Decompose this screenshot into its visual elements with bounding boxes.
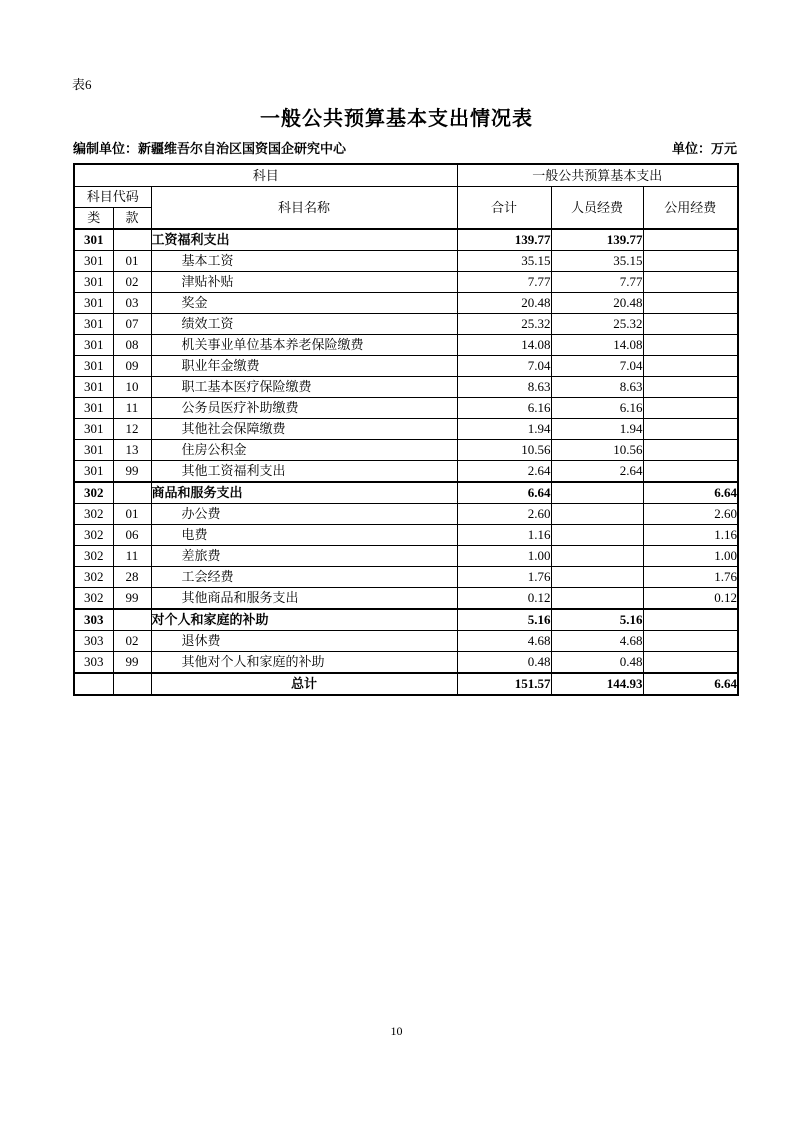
cell-public [643,293,738,314]
cell-total: 7.04 [457,356,551,377]
cell-name: 差旅费 [151,546,457,567]
cell-total: 35.15 [457,251,551,272]
cell-item: 09 [113,356,151,377]
cell-public [643,419,738,440]
table-row [74,609,738,631]
table-row [74,652,738,674]
cell-public [643,461,738,483]
cell-public [643,251,738,272]
cell-total: 6.16 [457,398,551,419]
cell-item: 99 [113,588,151,610]
cell-public [643,356,738,377]
header-row-2 [74,187,738,208]
cell-name: 职业年金缴费 [151,356,457,377]
cell-class: 301 [74,461,113,483]
cell-total: 0.48 [457,652,551,674]
cell-item: 10 [113,377,151,398]
table-row [74,525,738,546]
cell-name: 职工基本医疗保险缴费 [151,377,457,398]
cell-item [113,673,151,695]
cell-name: 对个人和家庭的补助 [151,609,457,631]
cell-class: 301 [74,272,113,293]
cell-class: 301 [74,293,113,314]
cell-public [643,314,738,335]
cell-class: 302 [74,504,113,525]
cell-name: 机关事业单位基本养老保险缴费 [151,335,457,356]
table-row [74,546,738,567]
cell-item: 12 [113,419,151,440]
cell-name: 工会经费 [151,567,457,588]
cell-public: 6.64 [643,482,738,504]
cell-public [643,631,738,652]
table-row [74,567,738,588]
cell-personnel: 8.63 [551,377,643,398]
cell-class: 301 [74,229,113,251]
cell-personnel: 35.15 [551,251,643,272]
cell-class: 301 [74,314,113,335]
cell-item: 01 [113,251,151,272]
cell-total: 151.57 [457,673,551,695]
cell-total: 8.63 [457,377,551,398]
table-row [74,335,738,356]
table-row [74,293,738,314]
cell-name: 基本工资 [151,251,457,272]
cell-personnel: 6.16 [551,398,643,419]
cell-total: 2.64 [457,461,551,483]
cell-class: 302 [74,482,113,504]
cell-class: 301 [74,251,113,272]
sheet-label: 表6 [72,77,92,92]
cell-total: 4.68 [457,631,551,652]
header-col-class: 类 [74,208,113,230]
total-row [74,673,738,695]
cell-item: 03 [113,293,151,314]
cell-name: 总计 [151,673,457,695]
header-col-personnel: 人员经费 [551,187,643,230]
cell-total: 6.64 [457,482,551,504]
table-row [74,588,738,610]
page-title: 一般公共预算基本支出情况表 [260,108,533,130]
cell-personnel: 7.04 [551,356,643,377]
budget-table [73,163,739,696]
cell-class: 302 [74,567,113,588]
cell-item: 02 [113,272,151,293]
cell-item: 11 [113,546,151,567]
cell-name: 办公费 [151,504,457,525]
cell-class: 302 [74,525,113,546]
cell-item: 08 [113,335,151,356]
cell-class: 302 [74,588,113,610]
table-row [74,631,738,652]
info-line [73,138,737,157]
cell-name: 工资福利支出 [151,229,457,251]
cell-item: 28 [113,567,151,588]
cell-name: 其他工资福利支出 [151,461,457,483]
table-row [74,356,738,377]
cell-total: 139.77 [457,229,551,251]
cell-personnel [551,567,643,588]
header-budget-group: 一般公共预算基本支出 [457,164,738,187]
table-row [74,251,738,272]
cell-item: 99 [113,652,151,674]
cell-name: 退休费 [151,631,457,652]
cell-name: 绩效工资 [151,314,457,335]
cell-name: 其他商品和服务支出 [151,588,457,610]
cell-total: 7.77 [457,272,551,293]
cell-personnel: 20.48 [551,293,643,314]
cell-class: 301 [74,335,113,356]
cell-personnel [551,504,643,525]
cell-personnel: 7.77 [551,272,643,293]
cell-personnel: 4.68 [551,631,643,652]
cell-personnel: 0.48 [551,652,643,674]
cell-item: 11 [113,398,151,419]
cell-total: 0.12 [457,588,551,610]
table-row [74,419,738,440]
cell-personnel [551,588,643,610]
cell-public [643,229,738,251]
cell-public: 0.12 [643,588,738,610]
cell-total: 2.60 [457,504,551,525]
cell-total: 1.76 [457,567,551,588]
cell-personnel: 1.94 [551,419,643,440]
cell-class: 301 [74,377,113,398]
cell-item [113,609,151,631]
cell-public [643,272,738,293]
table-row [74,504,738,525]
cell-name: 商品和服务支出 [151,482,457,504]
cell-total: 1.00 [457,546,551,567]
cell-total: 1.94 [457,419,551,440]
cell-item [113,229,151,251]
cell-class: 303 [74,652,113,674]
cell-item [113,482,151,504]
cell-name: 其他对个人和家庭的补助 [151,652,457,674]
cell-personnel: 144.93 [551,673,643,695]
cell-item: 01 [113,504,151,525]
cell-public: 1.16 [643,525,738,546]
cell-public: 1.00 [643,546,738,567]
cell-personnel: 2.64 [551,461,643,483]
header-subject-group: 科目 [74,164,457,187]
header-col-public: 公用经费 [643,187,738,230]
table-row [74,377,738,398]
cell-item: 06 [113,525,151,546]
table-row [74,482,738,504]
cell-public [643,398,738,419]
cell-name: 奖金 [151,293,457,314]
header-col-total: 合计 [457,187,551,230]
cell-public [643,652,738,674]
header-col-name: 科目名称 [151,187,457,230]
cell-name: 公务员医疗补助缴费 [151,398,457,419]
table-row [74,461,738,483]
header-col-item: 款 [113,208,151,230]
cell-public: 6.64 [643,673,738,695]
cell-public [643,377,738,398]
cell-name: 津贴补贴 [151,272,457,293]
cell-name: 其他社会保障缴费 [151,419,457,440]
cell-public [643,609,738,631]
cell-class: 301 [74,419,113,440]
cell-personnel: 14.08 [551,335,643,356]
cell-total: 1.16 [457,525,551,546]
cell-personnel: 5.16 [551,609,643,631]
cell-class: 301 [74,440,113,461]
cell-personnel [551,546,643,567]
table-row [74,398,738,419]
table-row [74,229,738,251]
cell-name: 住房公积金 [151,440,457,461]
table-row [74,440,738,461]
cell-class: 303 [74,631,113,652]
cell-class: 303 [74,609,113,631]
cell-personnel: 139.77 [551,229,643,251]
cell-personnel: 10.56 [551,440,643,461]
cell-item: 07 [113,314,151,335]
prepared-by-label: 编制单位：新疆维吾尔自治区国资国企研究中心 [73,141,347,156]
cell-class: 301 [74,356,113,377]
cell-name: 电费 [151,525,457,546]
cell-public: 1.76 [643,567,738,588]
table-row [74,314,738,335]
cell-total: 20.48 [457,293,551,314]
cell-public [643,335,738,356]
cell-total: 25.32 [457,314,551,335]
cell-public [643,440,738,461]
page-number: 10 [390,1024,403,1038]
cell-personnel: 25.32 [551,314,643,335]
cell-class: 301 [74,398,113,419]
header-row-1 [74,164,738,187]
cell-item: 02 [113,631,151,652]
unit-label: 单位：万元 [671,141,737,156]
table-row [74,272,738,293]
cell-class: 302 [74,546,113,567]
cell-public: 2.60 [643,504,738,525]
cell-personnel [551,525,643,546]
cell-item: 99 [113,461,151,483]
cell-total: 5.16 [457,609,551,631]
cell-total: 10.56 [457,440,551,461]
cell-personnel [551,482,643,504]
cell-item: 13 [113,440,151,461]
cell-total: 14.08 [457,335,551,356]
cell-class [74,673,113,695]
header-code-group: 科目代码 [74,187,151,208]
